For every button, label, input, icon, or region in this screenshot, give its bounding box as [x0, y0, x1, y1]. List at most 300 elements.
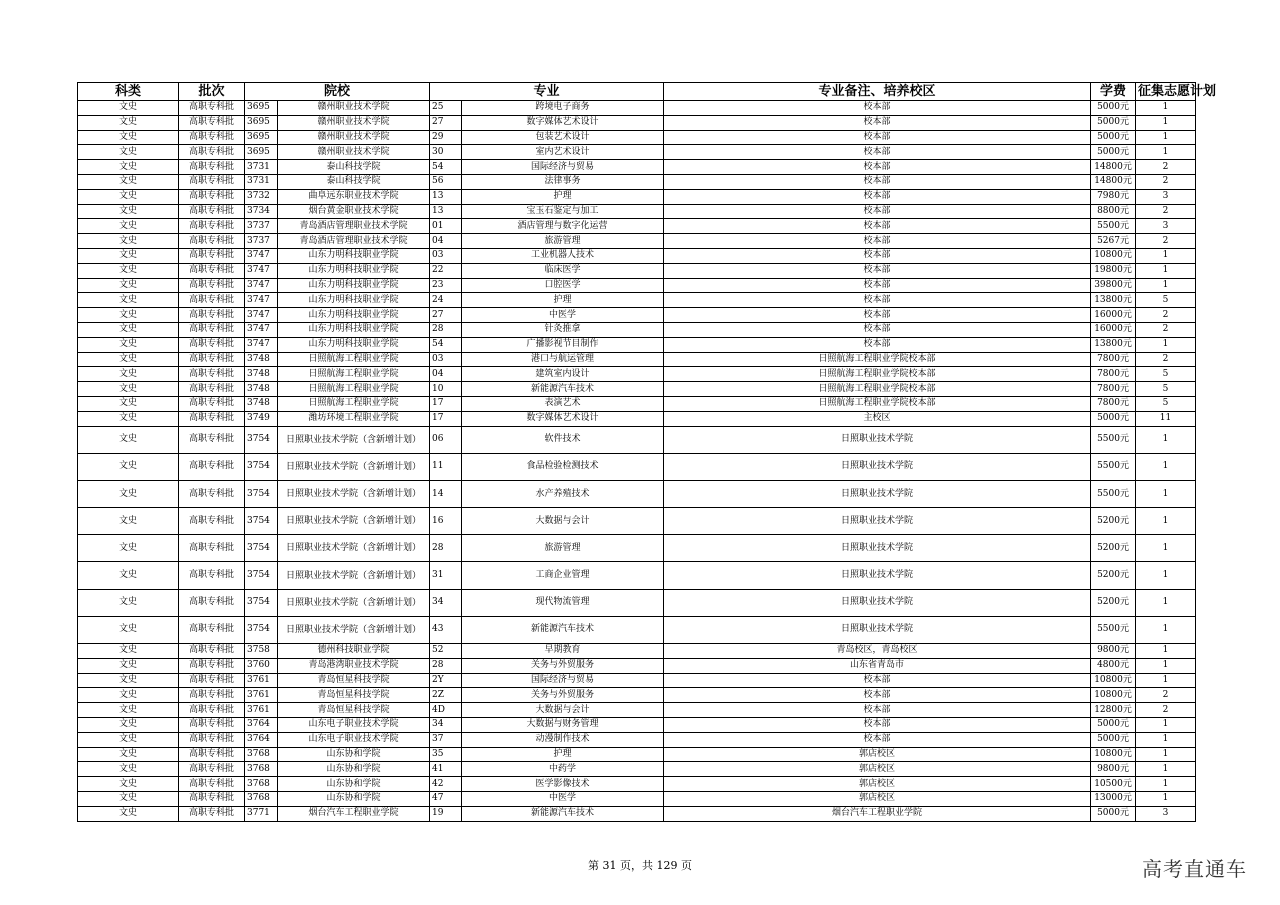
cell-school-code: 3754 — [245, 562, 278, 589]
cell-major-code: 25 — [430, 101, 462, 116]
cell-remark-campus: 青岛校区，青岛校区 — [664, 644, 1091, 659]
cell-plan-count: 1 — [1136, 426, 1196, 453]
cell-major-name: 中药学 — [462, 762, 664, 777]
cell-school-name: 日照职业技术学院（含新增计划） — [278, 480, 430, 507]
cell-major-code: 56 — [430, 174, 462, 189]
cell-school-name: 赣州职业技术学院 — [278, 101, 430, 116]
cell-category: 文史 — [78, 204, 179, 219]
cell-school-name: 日照航海工程职业学院 — [278, 396, 430, 411]
cell-tuition: 16000元 — [1091, 308, 1136, 323]
cell-school-name: 山东电子职业技术学院 — [278, 732, 430, 747]
cell-major-code: 17 — [430, 396, 462, 411]
page-number: 第 31 页，共 129 页 — [588, 859, 692, 872]
cell-school-code: 3764 — [245, 718, 278, 733]
table-row — [78, 673, 1196, 688]
cell-major-name: 护理 — [462, 189, 664, 204]
cell-school-name: 日照职业技术学院（含新增计划） — [278, 508, 430, 535]
cell-category: 文史 — [78, 426, 179, 453]
cell-remark-campus: 校本部 — [664, 174, 1091, 189]
cell-school-name: 山东力明科技职业学院 — [278, 337, 430, 352]
cell-major-name: 中医学 — [462, 308, 664, 323]
cell-tuition: 13000元 — [1091, 792, 1136, 807]
table-row — [78, 616, 1196, 643]
cell-major-name: 新能源汽车技术 — [462, 616, 664, 643]
table-row — [78, 382, 1196, 397]
cell-remark-campus: 校本部 — [664, 189, 1091, 204]
cell-remark-campus: 校本部 — [664, 204, 1091, 219]
cell-tuition: 5500元 — [1091, 480, 1136, 507]
cell-tuition: 7800元 — [1091, 396, 1136, 411]
cell-school-name: 山东协和学院 — [278, 747, 430, 762]
cell-batch: 高职专科批 — [179, 145, 245, 160]
cell-school-code: 3747 — [245, 263, 278, 278]
cell-tuition: 7800元 — [1091, 367, 1136, 382]
table-row — [78, 426, 1196, 453]
table-row — [78, 411, 1196, 426]
table-row — [78, 688, 1196, 703]
cell-major-name: 大数据与会计 — [462, 703, 664, 718]
cell-school-code: 3748 — [245, 382, 278, 397]
table-row — [78, 337, 1196, 352]
cell-school-code: 3731 — [245, 174, 278, 189]
cell-major-code: 28 — [430, 658, 462, 673]
table-row — [78, 204, 1196, 219]
cell-school-code: 3731 — [245, 160, 278, 175]
cell-tuition: 14800元 — [1091, 174, 1136, 189]
cell-major-name: 建筑室内设计 — [462, 367, 664, 382]
cell-plan-count: 1 — [1136, 732, 1196, 747]
cell-category: 文史 — [78, 589, 179, 616]
cell-school-code: 3761 — [245, 703, 278, 718]
cell-category: 文史 — [78, 508, 179, 535]
cell-major-code: 2Y — [430, 673, 462, 688]
cell-category: 文史 — [78, 644, 179, 659]
cell-major-code: 22 — [430, 263, 462, 278]
cell-category: 文史 — [78, 806, 179, 821]
cell-school-code: 3747 — [245, 278, 278, 293]
cell-batch: 高职专科批 — [179, 337, 245, 352]
cell-major-name: 关务与外贸服务 — [462, 658, 664, 673]
cell-school-name: 山东力明科技职业学院 — [278, 278, 430, 293]
cell-category: 文史 — [78, 115, 179, 130]
cell-category: 文史 — [78, 367, 179, 382]
table-row — [78, 248, 1196, 263]
cell-tuition: 5500元 — [1091, 219, 1136, 234]
cell-school-code: 3771 — [245, 806, 278, 821]
cell-plan-count: 1 — [1136, 337, 1196, 352]
cell-category: 文史 — [78, 145, 179, 160]
cell-category: 文史 — [78, 248, 179, 263]
cell-school-name: 青岛港湾职业技术学院 — [278, 658, 430, 673]
cell-major-name: 大数据与会计 — [462, 508, 664, 535]
cell-tuition: 10800元 — [1091, 688, 1136, 703]
cell-remark-campus: 日照职业技术学院 — [664, 453, 1091, 480]
cell-plan-count: 2 — [1136, 174, 1196, 189]
cell-school-name: 山东力明科技职业学院 — [278, 308, 430, 323]
table-row — [78, 589, 1196, 616]
cell-batch: 高职专科批 — [179, 508, 245, 535]
cell-category: 文史 — [78, 293, 179, 308]
cell-category: 文史 — [78, 396, 179, 411]
cell-major-code: 4D — [430, 703, 462, 718]
cell-remark-campus: 校本部 — [664, 145, 1091, 160]
cell-plan-count: 1 — [1136, 658, 1196, 673]
cell-tuition: 5000元 — [1091, 130, 1136, 145]
cell-major-code: 16 — [430, 508, 462, 535]
cell-major-name: 宝玉石鉴定与加工 — [462, 204, 664, 219]
cell-plan-count: 1 — [1136, 792, 1196, 807]
cell-tuition: 7800元 — [1091, 382, 1136, 397]
cell-batch: 高职专科批 — [179, 101, 245, 116]
cell-remark-campus: 校本部 — [664, 293, 1091, 308]
cell-major-code: 34 — [430, 718, 462, 733]
cell-batch: 高职专科批 — [179, 732, 245, 747]
cell-school-name: 日照职业技术学院（含新增计划） — [278, 562, 430, 589]
cell-major-code: 01 — [430, 219, 462, 234]
cell-tuition: 5000元 — [1091, 101, 1136, 116]
cell-major-name: 旅游管理 — [462, 234, 664, 249]
cell-remark-campus: 校本部 — [664, 101, 1091, 116]
cell-major-name: 旅游管理 — [462, 535, 664, 562]
cell-category: 文史 — [78, 688, 179, 703]
cell-plan-count: 1 — [1136, 589, 1196, 616]
cell-major-name: 国际经济与贸易 — [462, 673, 664, 688]
cell-school-name: 泰山科技学院 — [278, 174, 430, 189]
cell-batch: 高职专科批 — [179, 293, 245, 308]
cell-major-name: 医学影像技术 — [462, 777, 664, 792]
cell-plan-count: 3 — [1136, 806, 1196, 821]
cell-school-code: 3747 — [245, 293, 278, 308]
cell-major-name: 国际经济与贸易 — [462, 160, 664, 175]
cell-school-name: 青岛恒星科技学院 — [278, 703, 430, 718]
cell-category: 文史 — [78, 263, 179, 278]
table-row — [78, 160, 1196, 175]
cell-major-name: 护理 — [462, 293, 664, 308]
cell-remark-campus: 烟台汽车工程职业学院 — [664, 806, 1091, 821]
cell-batch: 高职专科批 — [179, 189, 245, 204]
cell-tuition: 5200元 — [1091, 562, 1136, 589]
cell-school-name: 青岛酒店管理职业技术学院 — [278, 219, 430, 234]
cell-school-name: 日照职业技术学院（含新增计划） — [278, 589, 430, 616]
cell-school-name: 山东协和学院 — [278, 762, 430, 777]
cell-tuition: 12800元 — [1091, 703, 1136, 718]
cell-major-code: 13 — [430, 204, 462, 219]
cell-category: 文史 — [78, 352, 179, 367]
cell-major-name: 广播影视节目制作 — [462, 337, 664, 352]
cell-category: 文史 — [78, 718, 179, 733]
cell-batch: 高职专科批 — [179, 263, 245, 278]
cell-school-name: 青岛恒星科技学院 — [278, 673, 430, 688]
cell-batch: 高职专科批 — [179, 658, 245, 673]
cell-major-name: 水产养殖技术 — [462, 480, 664, 507]
cell-major-name: 现代物流管理 — [462, 589, 664, 616]
cell-school-code: 3748 — [245, 396, 278, 411]
cell-major-code: 11 — [430, 453, 462, 480]
cell-plan-count: 1 — [1136, 777, 1196, 792]
cell-remark-campus: 校本部 — [664, 130, 1091, 145]
cell-major-name: 新能源汽车技术 — [462, 806, 664, 821]
cell-school-name: 日照职业技术学院（含新增计划） — [278, 535, 430, 562]
table-row — [78, 747, 1196, 762]
cell-category: 文史 — [78, 535, 179, 562]
cell-plan-count: 1 — [1136, 101, 1196, 116]
cell-batch: 高职专科批 — [179, 792, 245, 807]
cell-tuition: 5000元 — [1091, 115, 1136, 130]
cell-plan-count: 5 — [1136, 396, 1196, 411]
cell-remark-campus: 校本部 — [664, 337, 1091, 352]
cell-school-name: 赣州职业技术学院 — [278, 130, 430, 145]
cell-tuition: 5500元 — [1091, 453, 1136, 480]
cell-major-code: 54 — [430, 337, 462, 352]
header-major: 专业 — [430, 83, 664, 101]
cell-plan-count: 2 — [1136, 234, 1196, 249]
table-row — [78, 703, 1196, 718]
table-row — [78, 762, 1196, 777]
cell-major-name: 新能源汽车技术 — [462, 382, 664, 397]
cell-major-code: 2Z — [430, 688, 462, 703]
cell-school-name: 赣州职业技术学院 — [278, 115, 430, 130]
cell-school-name: 青岛恒星科技学院 — [278, 688, 430, 703]
cell-plan-count: 1 — [1136, 248, 1196, 263]
cell-tuition: 5500元 — [1091, 426, 1136, 453]
cell-major-name: 护理 — [462, 747, 664, 762]
cell-major-code: 54 — [430, 160, 462, 175]
cell-plan-count: 1 — [1136, 115, 1196, 130]
cell-remark-campus: 郭店校区 — [664, 747, 1091, 762]
cell-school-name: 潍坊环境工程职业学院 — [278, 411, 430, 426]
cell-major-name: 工业机器人技术 — [462, 248, 664, 263]
cell-plan-count: 1 — [1136, 747, 1196, 762]
cell-school-name: 山东力明科技职业学院 — [278, 248, 430, 263]
cell-batch: 高职专科批 — [179, 115, 245, 130]
cell-major-code: 37 — [430, 732, 462, 747]
cell-school-code: 3732 — [245, 189, 278, 204]
table-row — [78, 508, 1196, 535]
cell-tuition: 5000元 — [1091, 145, 1136, 160]
table-row — [78, 806, 1196, 821]
cell-remark-campus: 日照航海工程职业学院校本部 — [664, 396, 1091, 411]
cell-tuition: 9800元 — [1091, 644, 1136, 659]
cell-plan-count: 5 — [1136, 367, 1196, 382]
header-remark-campus: 专业备注、培养校区 — [664, 83, 1091, 101]
table-row — [78, 189, 1196, 204]
table-row — [78, 718, 1196, 733]
cell-category: 文史 — [78, 234, 179, 249]
cell-batch: 高职专科批 — [179, 589, 245, 616]
cell-major-code: 04 — [430, 367, 462, 382]
cell-tuition: 4800元 — [1091, 658, 1136, 673]
cell-batch: 高职专科批 — [179, 718, 245, 733]
cell-remark-campus: 山东省青岛市 — [664, 658, 1091, 673]
cell-tuition: 10800元 — [1091, 747, 1136, 762]
cell-category: 文史 — [78, 673, 179, 688]
cell-batch: 高职专科批 — [179, 204, 245, 219]
cell-school-code: 3734 — [245, 204, 278, 219]
cell-major-code: 42 — [430, 777, 462, 792]
cell-category: 文史 — [78, 160, 179, 175]
cell-school-code: 3761 — [245, 673, 278, 688]
cell-major-code: 30 — [430, 145, 462, 160]
cell-batch: 高职专科批 — [179, 248, 245, 263]
cell-remark-campus: 校本部 — [664, 248, 1091, 263]
cell-batch: 高职专科批 — [179, 234, 245, 249]
cell-plan-count: 2 — [1136, 204, 1196, 219]
cell-school-code: 3761 — [245, 688, 278, 703]
cell-remark-campus: 郭店校区 — [664, 777, 1091, 792]
cell-plan-count: 1 — [1136, 762, 1196, 777]
cell-major-name: 室内艺术设计 — [462, 145, 664, 160]
cell-school-code: 3695 — [245, 115, 278, 130]
cell-major-name: 跨境电子商务 — [462, 101, 664, 116]
cell-batch: 高职专科批 — [179, 673, 245, 688]
cell-remark-campus: 校本部 — [664, 234, 1091, 249]
cell-school-name: 山东电子职业技术学院 — [278, 718, 430, 733]
cell-tuition: 5000元 — [1091, 411, 1136, 426]
table-row — [78, 658, 1196, 673]
table-row — [78, 278, 1196, 293]
cell-remark-campus: 校本部 — [664, 688, 1091, 703]
cell-school-name: 泰山科技学院 — [278, 160, 430, 175]
table-row — [78, 732, 1196, 747]
cell-tuition: 7980元 — [1091, 189, 1136, 204]
cell-remark-campus: 校本部 — [664, 308, 1091, 323]
cell-major-name: 口腔医学 — [462, 278, 664, 293]
cell-major-code: 31 — [430, 562, 462, 589]
cell-remark-campus: 校本部 — [664, 278, 1091, 293]
admission-plan-table — [77, 82, 1217, 822]
cell-category: 文史 — [78, 777, 179, 792]
cell-plan-count: 2 — [1136, 688, 1196, 703]
cell-batch: 高职专科批 — [179, 762, 245, 777]
cell-plan-count: 1 — [1136, 130, 1196, 145]
cell-remark-campus: 日照职业技术学院 — [664, 562, 1091, 589]
table-row — [78, 644, 1196, 659]
cell-major-code: 27 — [430, 308, 462, 323]
header-category: 科类 — [78, 83, 179, 101]
cell-tuition: 10800元 — [1091, 248, 1136, 263]
cell-major-code: 03 — [430, 352, 462, 367]
cell-major-name: 工商企业管理 — [462, 562, 664, 589]
cell-remark-campus: 校本部 — [664, 718, 1091, 733]
cell-plan-count: 1 — [1136, 673, 1196, 688]
cell-category: 文史 — [78, 562, 179, 589]
cell-plan-count: 3 — [1136, 189, 1196, 204]
table-row — [78, 130, 1196, 145]
cell-major-name: 表演艺术 — [462, 396, 664, 411]
cell-tuition: 5200元 — [1091, 535, 1136, 562]
cell-school-code: 3758 — [245, 644, 278, 659]
cell-remark-campus: 校本部 — [664, 322, 1091, 337]
cell-major-code: 52 — [430, 644, 462, 659]
header-school: 院校 — [245, 83, 430, 101]
cell-category: 文史 — [78, 480, 179, 507]
cell-category: 文史 — [78, 732, 179, 747]
cell-remark-campus: 日照航海工程职业学院校本部 — [664, 367, 1091, 382]
cell-remark-campus: 日照职业技术学院 — [664, 589, 1091, 616]
cell-school-name: 山东力明科技职业学院 — [278, 322, 430, 337]
table-row — [78, 396, 1196, 411]
cell-tuition: 13800元 — [1091, 337, 1136, 352]
cell-major-code: 06 — [430, 426, 462, 453]
table-row — [78, 352, 1196, 367]
cell-plan-count: 2 — [1136, 160, 1196, 175]
cell-major-code: 27 — [430, 115, 462, 130]
cell-batch: 高职专科批 — [179, 535, 245, 562]
cell-remark-campus: 校本部 — [664, 703, 1091, 718]
cell-remark-campus: 郭店校区 — [664, 792, 1091, 807]
header-batch: 批次 — [179, 83, 245, 101]
cell-remark-campus: 日照职业技术学院 — [664, 480, 1091, 507]
cell-batch: 高职专科批 — [179, 562, 245, 589]
cell-major-code: 24 — [430, 293, 462, 308]
cell-school-name: 赣州职业技术学院 — [278, 145, 430, 160]
cell-batch: 高职专科批 — [179, 688, 245, 703]
cell-tuition: 16000元 — [1091, 322, 1136, 337]
cell-school-name: 德州科技职业学院 — [278, 644, 430, 659]
cell-plan-count: 2 — [1136, 308, 1196, 323]
cell-school-name: 日照职业技术学院（含新增计划） — [278, 616, 430, 643]
cell-tuition: 5200元 — [1091, 589, 1136, 616]
cell-tuition: 9800元 — [1091, 762, 1136, 777]
table-row — [78, 115, 1196, 130]
cell-school-code: 3764 — [245, 732, 278, 747]
cell-major-code: 35 — [430, 747, 462, 762]
cell-remark-campus: 主校区 — [664, 411, 1091, 426]
cell-remark-campus: 校本部 — [664, 219, 1091, 234]
cell-school-code: 3695 — [245, 130, 278, 145]
cell-major-code: 23 — [430, 278, 462, 293]
cell-category: 文史 — [78, 337, 179, 352]
cell-plan-count: 1 — [1136, 644, 1196, 659]
cell-school-code: 3760 — [245, 658, 278, 673]
cell-category: 文史 — [78, 219, 179, 234]
cell-school-code: 3737 — [245, 219, 278, 234]
cell-batch: 高职专科批 — [179, 160, 245, 175]
header-plan: 征集志愿计划 — [1136, 83, 1196, 101]
cell-tuition: 5000元 — [1091, 806, 1136, 821]
cell-major-name: 酒店管理与数字化运营 — [462, 219, 664, 234]
cell-batch: 高职专科批 — [179, 352, 245, 367]
cell-major-name: 大数据与财务管理 — [462, 718, 664, 733]
cell-category: 文史 — [78, 101, 179, 116]
cell-batch: 高职专科批 — [179, 426, 245, 453]
cell-remark-campus: 日照职业技术学院 — [664, 426, 1091, 453]
cell-school-code: 3747 — [245, 322, 278, 337]
cell-school-code: 3768 — [245, 777, 278, 792]
cell-school-name: 曲阜远东职业技术学院 — [278, 189, 430, 204]
cell-category: 文史 — [78, 762, 179, 777]
cell-tuition: 13800元 — [1091, 293, 1136, 308]
cell-school-name: 日照航海工程职业学院 — [278, 367, 430, 382]
cell-category: 文史 — [78, 130, 179, 145]
table-row — [78, 219, 1196, 234]
table-row — [78, 101, 1196, 116]
cell-major-code: 14 — [430, 480, 462, 507]
cell-school-code: 3695 — [245, 101, 278, 116]
cell-school-code: 3754 — [245, 589, 278, 616]
cell-category: 文史 — [78, 322, 179, 337]
cell-school-name: 山东力明科技职业学院 — [278, 293, 430, 308]
cell-tuition: 5000元 — [1091, 732, 1136, 747]
table-row — [78, 234, 1196, 249]
cell-category: 文史 — [78, 308, 179, 323]
cell-major-name: 临床医学 — [462, 263, 664, 278]
cell-batch: 高职专科批 — [179, 174, 245, 189]
cell-plan-count: 2 — [1136, 703, 1196, 718]
table-row — [78, 480, 1196, 507]
cell-school-code: 3737 — [245, 234, 278, 249]
table-row — [78, 562, 1196, 589]
